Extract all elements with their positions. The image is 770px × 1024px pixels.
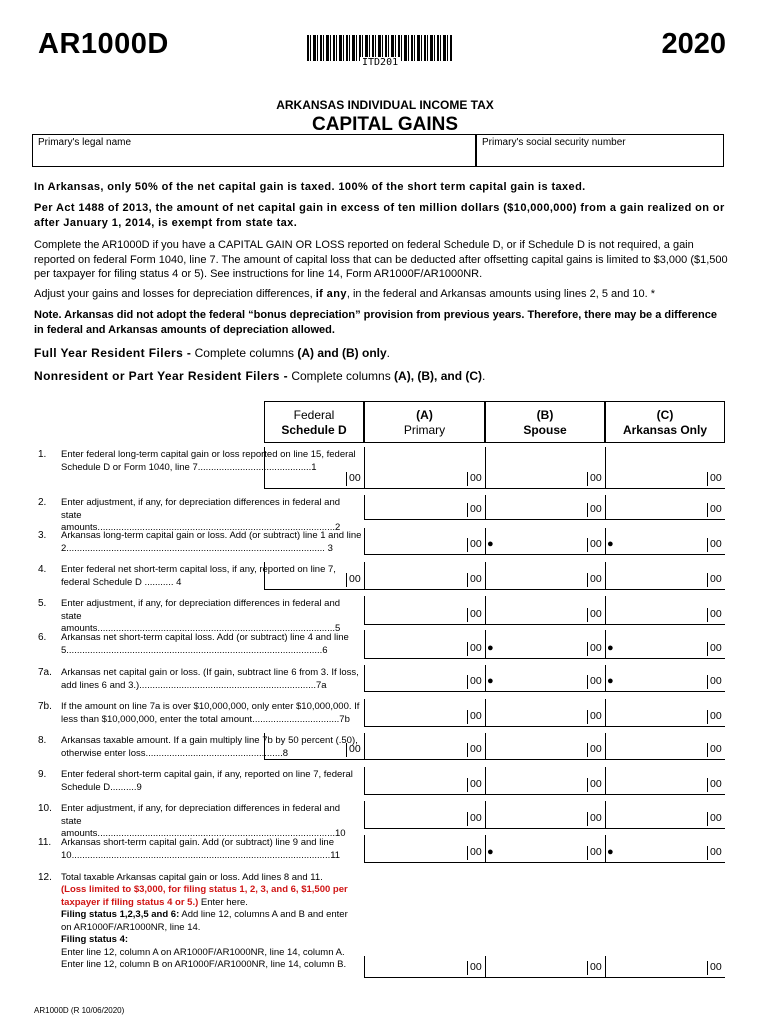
amount-field-a-line-10[interactable]: [364, 801, 485, 829]
line-description: Enter adjustment, if any, for depreciation differences in federal and state amounts..........................................................................................10: [61, 803, 346, 839]
amount-field-b-line-9[interactable]: [485, 767, 605, 795]
amount-field-a-line-7b[interactable]: [364, 699, 485, 727]
cents-field: 00: [587, 778, 605, 792]
cents-field: 00: [467, 642, 485, 656]
form-id: AR1000D: [38, 28, 169, 60]
amount-field-c-line-10[interactable]: [605, 801, 725, 829]
amount-field-b-line-2[interactable]: [485, 495, 605, 520]
line-description: Arkansas short-term capital gain. Add (or subtract) line 9 and line 10..................................................................................................11: [61, 837, 341, 861]
amount-field-c-line-12[interactable]: [605, 956, 725, 978]
cents-field: 00: [707, 608, 725, 622]
form-title: CAPITAL GAINS: [311, 114, 459, 135]
cents-field: 00: [587, 812, 605, 826]
line-number: 3.: [38, 530, 47, 541]
nonresident-instruction: Nonresident or Part Year Resident Filers - Complete columns (A), (B), and (C).: [34, 369, 486, 383]
amount-field-b-line-10[interactable]: [485, 801, 605, 829]
line-number: 6.: [38, 632, 47, 643]
column-header-b: (B) Spouse: [485, 401, 605, 443]
line-description: Arkansas long-term capital gain or loss. Add (or subtract) line 1 and line 2.................................................................................................. 3: [61, 530, 362, 554]
cents-field: 00: [707, 778, 725, 792]
cents-field: 00: [467, 710, 485, 724]
bullet-marker: ●: [487, 538, 494, 550]
cents-field: 00: [467, 538, 485, 552]
line-description: Enter adjustment, if any, for depreciation differences in federal and state amounts..........................................................................................5: [61, 598, 341, 634]
amount-field-c-line-11[interactable]: [605, 835, 725, 863]
line-number: 1.: [38, 449, 47, 460]
intro-paragraph-1: In Arkansas, only 50% of the net capital gain is taxed. 100% of the short term capital gain is taxed.: [34, 181, 586, 193]
line-number: 7a.: [38, 667, 52, 678]
amount-field-b-line-3[interactable]: [485, 528, 605, 555]
cents-field: 00: [467, 743, 485, 757]
cents-field: 00: [587, 961, 605, 975]
filing-status-1-text: Add line 12, columns A and B and enter on AR1000F/AR1000NR, line 14.: [61, 909, 348, 933]
amount-field-c-line-1[interactable]: [605, 447, 725, 489]
line-number: 12.: [38, 872, 52, 883]
line-description: Total taxable Arkansas capital gain or loss. Add lines 8 and 11.: [61, 872, 323, 883]
cents-field: 00: [467, 846, 485, 860]
primary-name-field[interactable]: [32, 134, 476, 167]
amount-field-c-line-8[interactable]: [605, 733, 725, 760]
bullet-marker: ●: [487, 675, 494, 687]
cents-field: 00: [467, 503, 485, 517]
line-number: 8.: [38, 735, 47, 746]
intro-paragraph-3: Complete the AR1000D if you have a CAPITAL GAIN OR LOSS reported on federal Schedule D, or if Schedule D is not required, a gain reported on federal Form 1040, line 7. The amount of capital loss that can be deducted after offsetting capital gains is limited to $3,000 ($1,500 per taxpayer for filing status 4 or 5). See instructions for line 14, Form AR1000F/AR1000NR.: [34, 239, 728, 280]
intro-note: Note. Arkansas did not adopt the federal “bonus depreciation” provision from previous years. Therefore, there may be a difference in federal and Arkansas amounts of depreciation allowed.: [34, 309, 717, 336]
column-header-federal: Federal Schedule D: [264, 401, 364, 443]
cents-field: 00: [587, 538, 605, 552]
cents-field: 00: [587, 573, 605, 587]
cents-field: 00: [467, 573, 485, 587]
cents-field: 00: [707, 743, 725, 757]
filing-status-1-label: Filing status 1,2,3,5 and 6:: [61, 909, 180, 920]
amount-field-a-line-8[interactable]: [364, 733, 485, 760]
amount-field-a-line-9[interactable]: [364, 767, 485, 795]
amount-field-fed-line-8[interactable]: [264, 733, 364, 760]
filing-status-4-text-1: Enter line 12, column A on AR1000F/AR1000NR, line 14, column A.: [61, 946, 345, 958]
line-description: Arkansas taxable amount. If a gain multiply line 7b by 50 percent (.50), otherwise enter loss....................................................8: [61, 735, 358, 759]
cents-field: 00: [587, 608, 605, 622]
cents-field: 00: [707, 961, 725, 975]
cents-field: 00: [707, 573, 725, 587]
amount-field-a-line-3[interactable]: [364, 528, 485, 555]
line-number: 4.: [38, 564, 47, 575]
amount-field-c-line-2[interactable]: [605, 495, 725, 520]
cents-field: 00: [467, 812, 485, 826]
cents-field: 00: [587, 710, 605, 724]
bullet-marker: ●: [607, 846, 614, 858]
amount-field-a-line-2[interactable]: [364, 495, 485, 520]
bullet-marker: ●: [487, 642, 494, 654]
line-12-loss-limit: (Loss limited to $3,000, for filing status 1, 2, 3, and 6, $1,500 per taxpayer if filing status 4 or 5.): [61, 884, 348, 908]
line-description: Enter federal short-term capital gain, if any, reported on line 7, federal Schedule D..........9: [61, 769, 353, 793]
amount-field-c-line-9[interactable]: [605, 767, 725, 795]
tax-year: 2020: [661, 28, 726, 60]
intro-paragraph-2: Per Act 1488 of 2013, the amount of net capital gain in excess of ten million dollars ($10,000,000) from a gain realized on or after January 1, 2014, is exempt from state tax.: [34, 202, 725, 229]
amount-field-fed-line-4[interactable]: [264, 562, 364, 590]
cents-field: 00: [587, 642, 605, 656]
amount-field-c-line-4[interactable]: [605, 562, 725, 590]
line-description: Enter federal net short-term capital loss, if any, reported on line 7, federal Schedule D ........... 4: [61, 564, 336, 588]
amount-field-b-line-12[interactable]: [485, 956, 605, 978]
amount-field-b-line-7a[interactable]: [485, 665, 605, 692]
amount-field-a-line-6[interactable]: [364, 630, 485, 659]
amount-field-b-line-11[interactable]: [485, 835, 605, 863]
amount-field-c-line-6[interactable]: [605, 630, 725, 659]
amount-field-b-line-7b[interactable]: [485, 699, 605, 727]
cents-field: 00: [707, 642, 725, 656]
cents-field: 00: [467, 961, 485, 975]
filing-status-4-label: Filing status 4:: [61, 934, 129, 945]
amount-field-c-line-7a[interactable]: [605, 665, 725, 692]
amount-field-a-line-11[interactable]: [364, 835, 485, 863]
cents-field: 00: [467, 608, 485, 622]
cents-field: 00: [587, 675, 605, 689]
amount-field-a-line-1[interactable]: [364, 447, 485, 489]
amount-field-b-line-6[interactable]: [485, 630, 605, 659]
cents-field: 00: [587, 846, 605, 860]
barcode-text: ITD201: [362, 57, 399, 68]
cents-field: 00: [707, 675, 725, 689]
form-subtitle: ARKANSAS INDIVIDUAL INCOME TAX: [276, 98, 494, 112]
line-number: 11.: [38, 837, 52, 848]
cents-field: 00: [346, 743, 364, 757]
cents-field: 00: [587, 743, 605, 757]
line-description: Arkansas net short-term capital loss. Add (or subtract) line 4 and line 5.................................................................................................6: [61, 632, 349, 656]
primary-name-label: Primary's legal name: [38, 137, 132, 148]
cents-field: 00: [707, 846, 725, 860]
full-year-instruction: Full Year Resident Filers - Complete columns (A) and (B) only.: [34, 346, 391, 360]
amount-field-b-line-4[interactable]: [485, 562, 605, 590]
cents-field: 00: [346, 472, 364, 486]
ssn-label: Primary's social security number: [482, 137, 626, 148]
line-number: 7b.: [38, 701, 52, 712]
cents-field: 00: [587, 503, 605, 517]
bullet-marker: ●: [607, 538, 614, 550]
cents-field: 00: [707, 472, 725, 486]
cents-field: 00: [467, 472, 485, 486]
amount-field-a-line-4[interactable]: [364, 562, 485, 590]
amount-field-c-line-5[interactable]: [605, 596, 725, 625]
line-description: Enter federal long-term capital gain or loss reported on line 15, federal Schedule D or Form 1040, line 7...........................................1: [61, 449, 356, 473]
amount-field-fed-line-1[interactable]: [264, 447, 364, 489]
line-description: If the amount on line 7a is over $10,000,000, only enter $10,000,000. If less than $10,000,000, enter the total amount.................................7b: [61, 701, 360, 725]
cents-field: 00: [346, 573, 364, 587]
amount-field-c-line-3[interactable]: [605, 528, 725, 555]
bullet-marker: ●: [607, 675, 614, 687]
cents-field: 00: [707, 538, 725, 552]
cents-field: 00: [467, 778, 485, 792]
line-12-instructions: [61, 884, 356, 972]
line-number: 5.: [38, 598, 47, 609]
cents-field: 00: [707, 710, 725, 724]
cents-field: 00: [707, 812, 725, 826]
bullet-marker: ●: [607, 642, 614, 654]
amount-field-c-line-7b[interactable]: [605, 699, 725, 727]
amount-field-a-line-5[interactable]: [364, 596, 485, 625]
column-header-a: (A) Primary: [364, 401, 485, 443]
amount-field-b-line-5[interactable]: [485, 596, 605, 625]
line-description: Arkansas net capital gain or loss. (If gain, subtract line 6 from 3. If loss, add lines 6 and 3.)...................................................................7a: [61, 667, 359, 691]
line-number: 2.: [38, 497, 47, 508]
line-12-enter-here: Enter here.: [198, 896, 248, 908]
line-number: 10.: [38, 803, 52, 814]
cents-field: 00: [587, 472, 605, 486]
column-header-c: (C) Arkansas Only: [605, 401, 725, 443]
cents-field: 00: [467, 675, 485, 689]
bullet-marker: ●: [487, 846, 494, 858]
line-description: Enter adjustment, if any, for depreciation differences in federal and state amounts..........................................................................................2: [61, 497, 341, 533]
intro-paragraph-4: Adjust your gains and losses for depreciation differences, if any, in the federal and Arkansas amounts using lines 2, 5 and 10. *: [34, 288, 656, 300]
line-number: 9.: [38, 769, 47, 780]
form-revision: AR1000D (R 10/06/2020): [34, 1006, 125, 1015]
ssn-field[interactable]: [476, 134, 724, 167]
amount-field-a-line-7a[interactable]: [364, 665, 485, 692]
amount-field-a-line-12[interactable]: [364, 956, 485, 978]
filing-status-4-text-2: Enter line 12, column B on AR1000F/AR1000NR, line 14, column B.: [61, 959, 347, 970]
cents-field: 00: [707, 503, 725, 517]
amount-field-b-line-8[interactable]: [485, 733, 605, 760]
amount-field-b-line-1[interactable]: [485, 447, 605, 489]
